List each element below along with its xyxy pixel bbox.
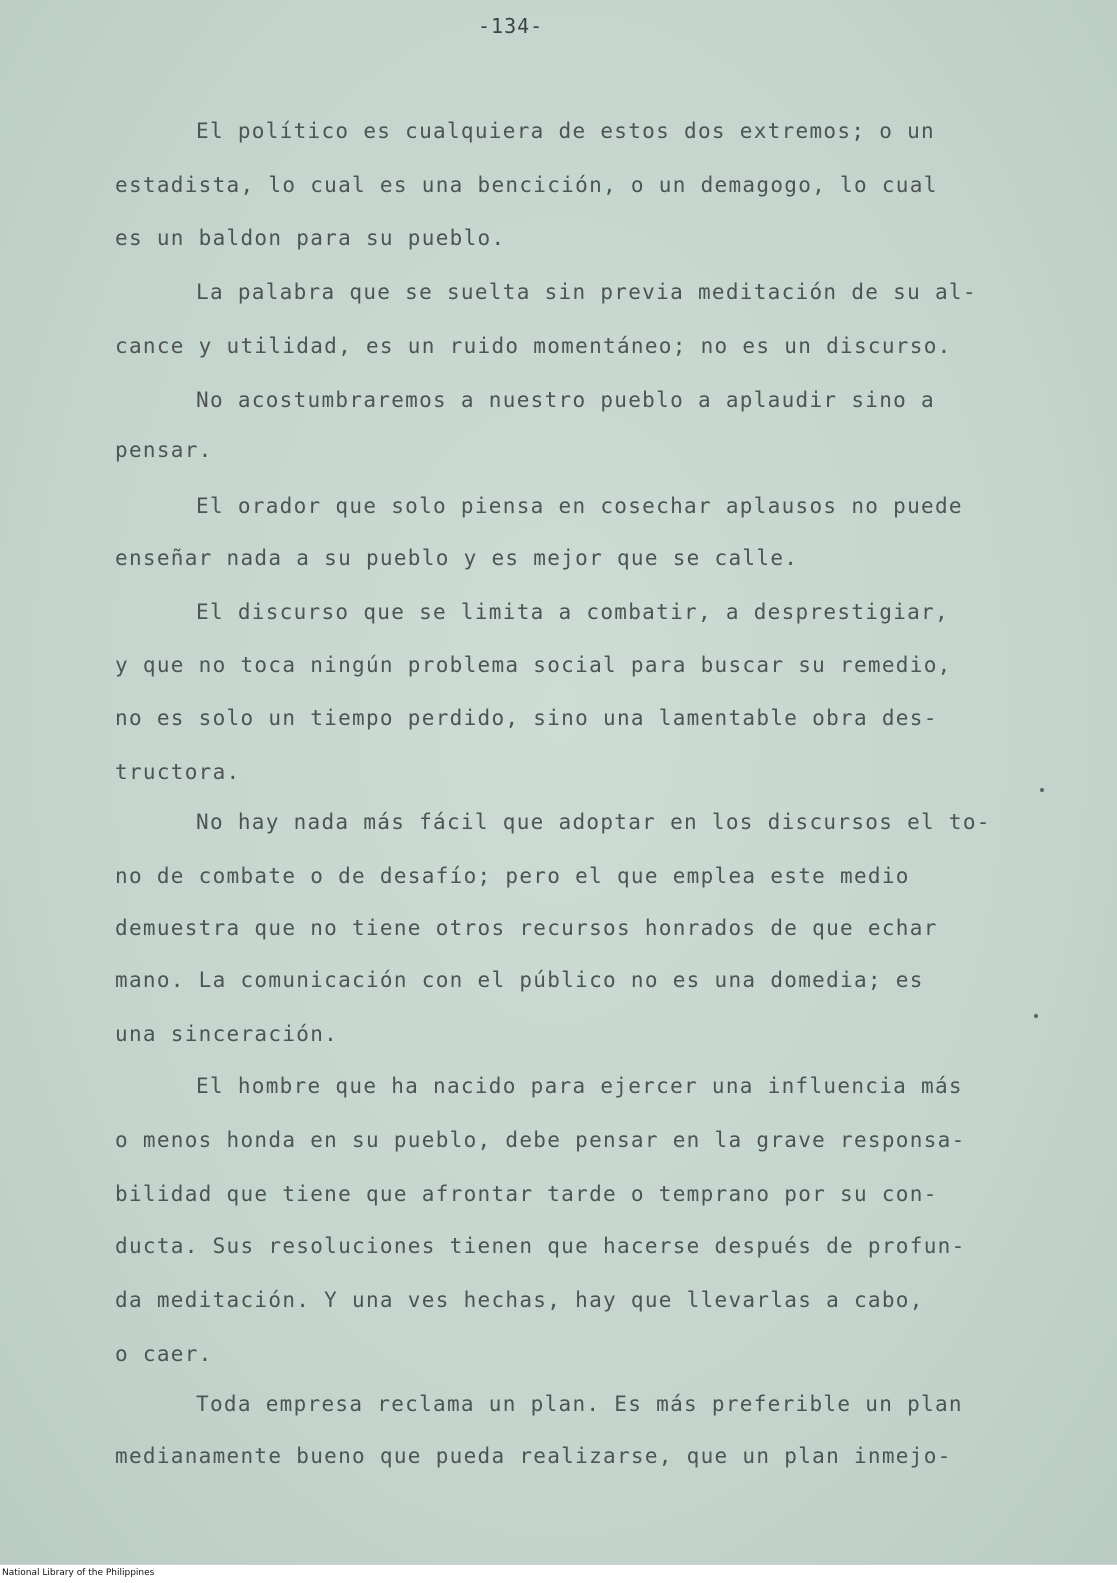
text-line: es un baldon para su pueblo. <box>115 226 506 250</box>
text-line: bilidad que tiene que afrontar tarde o temprano por su con- <box>115 1182 938 1206</box>
paper-speck <box>1034 1014 1038 1018</box>
text-line: una sinceración. <box>115 1022 339 1046</box>
text-line: y que no toca ningún problema social para buscar su remedio, <box>115 653 952 677</box>
text-line: mano. La comunicación con el público no es una domedia; es <box>115 968 924 992</box>
text-line: Toda empresa reclama un plan. Es más preferible un plan <box>196 1392 963 1416</box>
text-line: o caer. <box>115 1342 213 1366</box>
text-line: tructora. <box>115 760 241 784</box>
library-credit: National Library of the Philippines <box>2 1568 155 1578</box>
text-line: medianamente bueno que pueda realizarse, que un plan inmejo- <box>115 1444 952 1468</box>
text-line: no de combate o de desafío; pero el que emplea este medio <box>115 864 910 888</box>
text-line: cance y utilidad, es un ruido momentáneo; no es un discurso. <box>115 334 952 358</box>
text-line: no es solo un tiempo perdido, sino una lamentable obra des- <box>115 706 938 730</box>
text-line: estadista, lo cual es una bencición, o un demagogo, lo cual <box>115 173 938 197</box>
footer-credit-bar <box>0 1564 1117 1583</box>
text-line: o menos honda en su pueblo, debe pensar en la grave responsa- <box>115 1128 966 1152</box>
page-number: -134- <box>478 14 544 38</box>
text-line: No hay nada más fácil que adoptar en los discursos el to- <box>196 810 991 834</box>
text-line: La palabra que se suelta sin previa meditación de su al- <box>196 280 977 304</box>
paper-speck <box>1040 788 1044 792</box>
text-line: da meditación. Y una ves hechas, hay que llevarlas a cabo, <box>115 1288 924 1312</box>
text-line: El hombre que ha nacido para ejercer una influencia más <box>196 1074 963 1098</box>
text-line: demuestra que no tiene otros recursos honrados de que echar <box>115 916 938 940</box>
text-line: El orador que solo piensa en cosechar aplausos no puede <box>196 494 963 518</box>
text-line: enseñar nada a su pueblo y es mejor que se calle. <box>115 546 799 570</box>
text-line: El político es cualquiera de estos dos extremos; o un <box>196 119 935 143</box>
text-line: pensar. <box>115 438 213 462</box>
text-line: ducta. Sus resoluciones tienen que hacerse después de profun- <box>115 1234 966 1258</box>
text-line: No acostumbraremos a nuestro pueblo a aplaudir sino a <box>196 388 935 412</box>
text-line: El discurso que se limita a combatir, a desprestigiar, <box>196 600 949 624</box>
